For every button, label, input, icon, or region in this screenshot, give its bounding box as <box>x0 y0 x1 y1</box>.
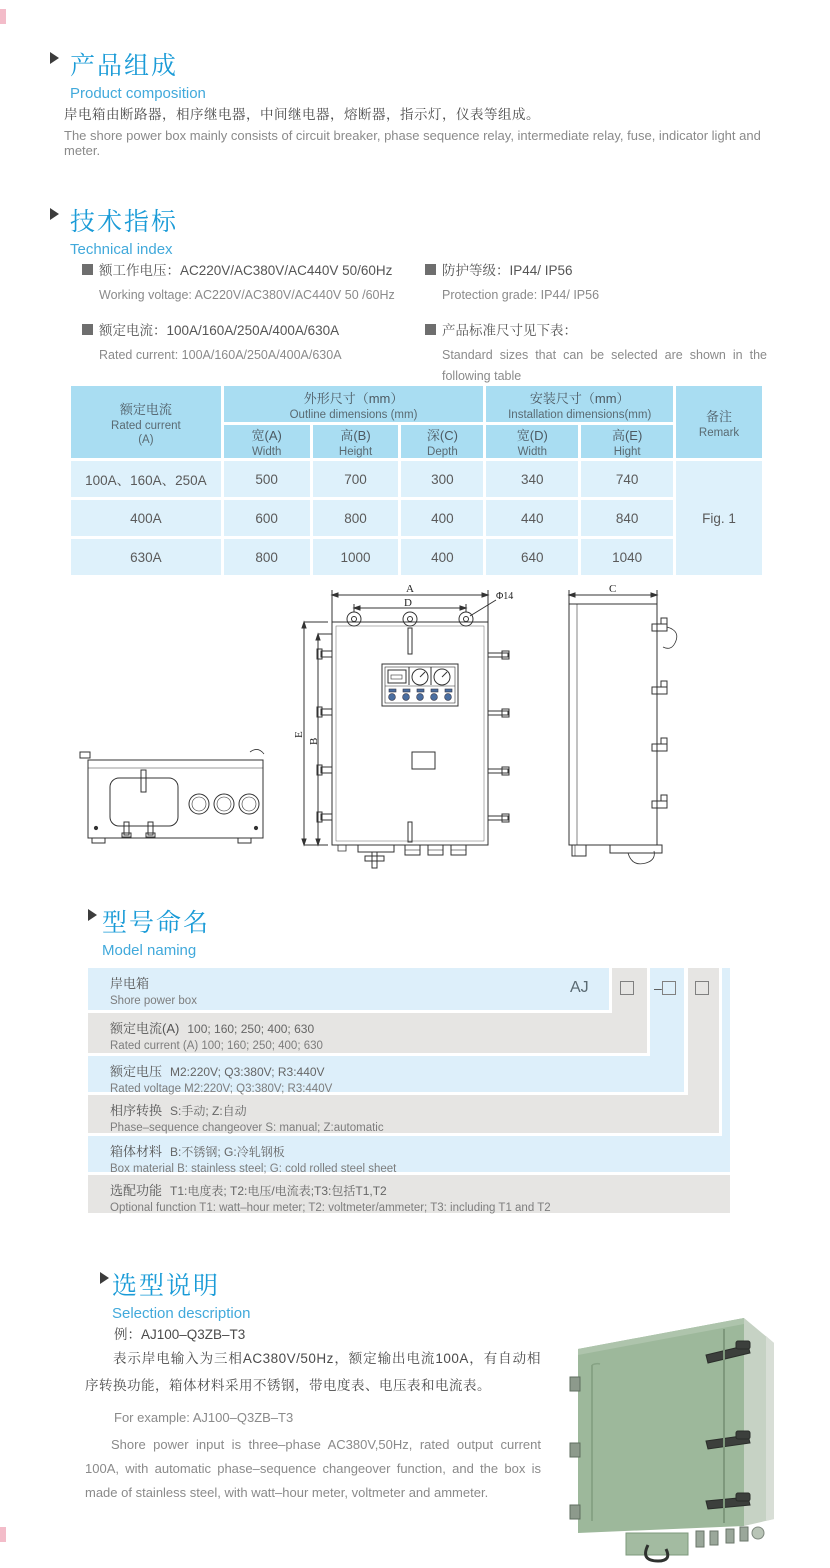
dim-label-c: C <box>609 583 617 595</box>
selection-example-en: For example: AJ100–Q3ZB–T3 <box>114 1410 294 1425</box>
selection-title-en: Selection description <box>112 1305 251 1322</box>
dim-label-b: B <box>308 737 320 745</box>
bottom-view-drawing <box>80 749 264 843</box>
header-rated-current: 额定电流 Rated current (A) <box>71 386 221 458</box>
table-row <box>71 539 762 575</box>
cell-remark: Fig. 1 <box>676 461 762 575</box>
naming-row-rated-current: 额定电流(A) 100; 160; 250; 400; 630 Rated current (A) 100; 160; 250; 400; 630 <box>88 1013 647 1053</box>
cell-value: 700 <box>313 461 399 497</box>
dimension-table <box>68 383 765 578</box>
header-install-dims: 安装尺寸（mm） Installation dimensions(mm) <box>486 386 673 422</box>
table-header-row <box>71 386 762 422</box>
spec-cn-text: 额工作电压：AC220V/AC380V/AC440V 50/60Hz <box>99 263 393 278</box>
naming-row-optional-function: 选配功能 T1:电度表; T2:电压/电流表;T3:包括T1,T2 Optional function T1: watt–hour meter; T2: voltmeter/ammeter; T3: including T1 and T2 <box>88 1175 730 1213</box>
header-remark: 备注 Remark <box>676 386 762 458</box>
model-naming-diagram <box>88 968 748 1213</box>
cell-value: 740 <box>581 461 673 497</box>
bullet-square-icon <box>82 324 93 335</box>
cell-value: 400 <box>401 539 483 575</box>
section-arrow-icon <box>50 208 59 220</box>
naming-row-rated-voltage: 额定电压 M2:220V; Q3:380V; R3:440V Rated voltage M2:220V; Q3:380V; R3:440V <box>88 1056 684 1092</box>
cell-value: 400 <box>401 500 483 536</box>
side-view-drawing <box>569 590 677 864</box>
section-arrow-icon <box>50 52 59 64</box>
model-code-prefix: AJ <box>570 979 589 996</box>
cell-current: 400A <box>71 500 221 536</box>
selection-body-en: Shore power input is three–phase AC380V,50Hz, rated output current 100A, with automatic phase–sequence changeover function, and the box is made of stainless steel, with watt–hour meter, voltmeter and ammeter. <box>85 1437 541 1500</box>
cell-value: 340 <box>486 461 578 497</box>
front-view-drawing <box>302 590 509 868</box>
naming-row-shore-power-box: 岸电箱 Shore power box <box>88 968 609 1010</box>
naming-row-box-material: 箱体材料 B:不锈钢; G:冷轧钢板 Box material B: stainless steel; G: cold rolled steel sheet <box>88 1136 730 1172</box>
page-edge-mark-top <box>0 9 6 24</box>
table-row <box>71 461 762 497</box>
spec-column-left <box>82 259 427 379</box>
technical-drawings <box>72 582 762 882</box>
subheader-depth-c: 深(C) Depth <box>401 425 483 458</box>
dim-label-a: A <box>406 583 414 595</box>
composition-body-cn: 岸电箱由断路器，相序继电器，中间继电器，熔断器，指示灯，仪表等组成。 <box>64 107 540 122</box>
spec-cn-text: 产品标准尺寸见下表： <box>442 323 577 338</box>
selection-example-cn: 例：AJ100–Q3ZB–T3 <box>114 1327 246 1342</box>
composition-title-en: Product composition <box>70 85 206 102</box>
cell-value: 440 <box>486 500 578 536</box>
spec-en-text: Protection grade: IP44/ IP56 <box>442 288 600 302</box>
dim-label-phi14: Φ14 <box>496 591 514 602</box>
product-photo <box>548 1293 804 1565</box>
cell-value: 1040 <box>581 539 673 575</box>
meter-panel-drawing <box>382 664 458 706</box>
bullet-square-icon <box>82 264 93 275</box>
code-dash: – <box>654 980 662 996</box>
selection-title-cn: 选型说明 <box>112 1272 221 1300</box>
code-box-3 <box>695 981 709 995</box>
model-naming-title-cn: 型号命名 <box>102 909 211 937</box>
technical-title-cn: 技术指标 <box>70 208 179 236</box>
header-outline-dims: 外形尺寸（mm） Outline dimensions (mm) <box>224 386 484 422</box>
section-model-naming-heading <box>88 903 210 959</box>
spec-protection-grade <box>425 259 767 306</box>
section-composition-heading <box>50 46 206 102</box>
composition-title-cn: 产品组成 <box>70 52 179 80</box>
naming-row-phase-changeover: 相序转换 S:手动; Z:自动 Phase–sequence changeover S: manual; Z:automatic <box>88 1095 719 1133</box>
section-selection-heading <box>100 1266 250 1322</box>
cell-value: 640 <box>486 539 578 575</box>
code-box-1 <box>620 981 634 995</box>
subheader-height-b: 高(B) Height <box>313 425 399 458</box>
table-row <box>71 500 762 536</box>
cell-value: 500 <box>224 461 310 497</box>
subheader-height-e: 高(E) Hight <box>581 425 673 458</box>
spec-en-text: Standard sizes that can be selected are shown in the following table <box>442 348 767 383</box>
section-technical-heading <box>50 202 178 258</box>
cell-value: 840 <box>581 500 673 536</box>
selection-body-cn: 表示岸电输入为三相AC380V/50Hz，额定输出电流100A，有自动相序转换功能，箱体材料采用不锈钢，带电度表、电压表和电流表。 <box>85 1351 541 1393</box>
composition-body-en: The shore power box mainly consists of circuit breaker, phase sequence relay, intermediate relay, fuse, indicator light and meter. <box>64 128 761 158</box>
spec-standard-sizes <box>425 319 767 387</box>
technical-title-en: Technical index <box>70 241 173 258</box>
cell-value: 600 <box>224 500 310 536</box>
spec-rated-current <box>82 319 427 366</box>
subheader-width-a: 宽(A) Width <box>224 425 310 458</box>
spec-cn-text: 防护等级：IP44/ IP56 <box>442 263 573 278</box>
subheader-width-d: 宽(D) Width <box>486 425 578 458</box>
cell-value: 300 <box>401 461 483 497</box>
section-arrow-icon <box>100 1272 109 1284</box>
dim-label-e: E <box>293 731 305 738</box>
bullet-square-icon <box>425 324 436 335</box>
spec-column-right <box>425 259 767 400</box>
cell-value: 800 <box>313 500 399 536</box>
model-naming-title-en: Model naming <box>102 942 197 959</box>
section-arrow-icon <box>88 909 97 921</box>
spec-en-text: Working voltage: AC220V/AC380V/AC440V 50 /60Hz <box>99 288 395 302</box>
code-box-2 <box>662 981 676 995</box>
spec-en-text: Rated current: 100A/160A/250A/400A/630A <box>99 348 342 362</box>
dim-label-d: D <box>404 597 412 609</box>
page-edge-mark-bottom <box>0 1527 6 1542</box>
cell-current: 100A、160A、250A <box>71 461 221 497</box>
cell-value: 800 <box>224 539 310 575</box>
cell-value: 1000 <box>313 539 399 575</box>
cell-current: 630A <box>71 539 221 575</box>
spec-working-voltage <box>82 259 427 306</box>
spec-cn-text: 额定电流：100A/160A/250A/400A/630A <box>99 323 340 338</box>
bullet-square-icon <box>425 264 436 275</box>
